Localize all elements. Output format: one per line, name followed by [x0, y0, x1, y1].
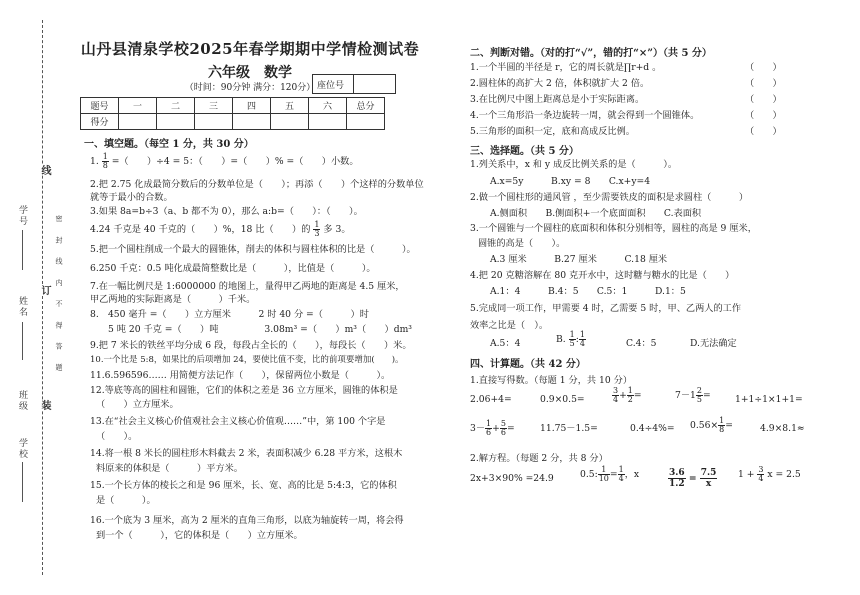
fill-q12: 12.等底等高的圆柱和圆锥，它们的体积之差是 36 立方厘米，圆锥的体积是 [90, 385, 398, 396]
calc-r1-item1: 2.06+4= [470, 394, 512, 405]
score-row-label: 得分 [81, 114, 119, 130]
score-table-header-row [81, 98, 385, 114]
fill-q2-cont: 就等于最小的合数。 [90, 192, 173, 203]
fill-q10: 10.一个比是 5:8，如果比的后项增加 24，要使比值不变，比的前项要增加( )。 [90, 355, 404, 365]
score-header-cell: 六 [309, 98, 347, 114]
equation-2-tail: ，x [624, 469, 640, 480]
choice-q4: 4.把 20 克糖溶解在 80 克开水中，这时糖与糖水的比是（ ） [470, 270, 735, 281]
denominator: 3 [314, 229, 320, 238]
choice-q2: 2.做一个圆柱形的通风管 ，至少需要铁皮的面积是求圆柱（ ） [470, 192, 749, 203]
binding-dashed-line [42, 20, 43, 575]
name-line [22, 322, 23, 360]
denominator: 1.2 [669, 479, 685, 489]
fraction [313, 221, 320, 238]
choice-q3-cont: 圆锥的高是（ ）。 [478, 238, 566, 249]
numerator: 3 [613, 386, 619, 395]
choice-q1: 1.列关系中，x 和 y 成反比例关系的是（ ）。 [470, 159, 678, 170]
fraction [612, 387, 619, 404]
denominator: 4 [758, 474, 764, 483]
fill-q2: 2.把 2.75 化成最简分数后的分数单位是（ ）；再添（ ）个这样的分数单位 [90, 179, 424, 190]
fill-q11: 11.6.596596…… 用简便方法记作（ ），保留两位小数是（ ）。 [90, 370, 391, 381]
choice-q1-options: A.x=5y B.xy = 8 C.x+y=4 [490, 176, 651, 187]
tf-item-1: 1.一个半圆的半径是 r，它的周长就是∏r+d 。 [470, 62, 662, 73]
binding-mark-seal: 订 [39, 285, 50, 295]
score-header-cell: 一 [119, 98, 157, 114]
denominator: 4 [618, 474, 624, 483]
calc-r2-item5: 4.9×8.1≈ [760, 423, 805, 434]
fraction [718, 417, 725, 434]
choice-q3: 3.一个圆锥与一个圆柱的底面积和体积分别相等，圆柱的高是 9 厘米， [470, 223, 757, 234]
binding-mark-line: 线 [39, 165, 50, 175]
numerator: 2 [696, 386, 702, 395]
choice-q5: 5.完成同一项工作，甲需要 4 时，乙需要 5 时，甲、乙两人的工作 [470, 303, 742, 314]
binding-strip [0, 0, 62, 595]
calc-r1-item4: 7－1 $\frac{2}{5}$ = [675, 386, 711, 404]
score-cell[interactable] [233, 114, 271, 130]
equals-sign: = [609, 469, 618, 480]
equation-3 [668, 468, 717, 489]
fill-q1-prefix: 1. [90, 156, 99, 167]
calc-r1-item3: $\frac{3}{4}$ + $\frac{1}{2}$ = [613, 386, 642, 404]
choice-q5-option-a: A.5：4 [490, 338, 521, 349]
fill-q9: 9.把 7 米长的铁丝平均分成 6 段，每段占全长的（ ），每段长（ ）米。 [90, 340, 412, 351]
calc-r1-item4-text: 7－1 [675, 390, 696, 401]
equation-1: 2x+3×90% =24.9 [470, 473, 554, 484]
score-cell[interactable] [309, 114, 347, 130]
score-cell[interactable] [119, 114, 157, 130]
score-header-cell: 三 [195, 98, 233, 114]
label-school: 学校 [17, 438, 27, 460]
denominator: 4 [579, 339, 585, 348]
tf-item-3: 3.在比例尺中图上距离总是小于实际距离。 [470, 94, 645, 105]
fill-q6: 6.250 千克：0.5 吨化成最简整数比是（ ），比值是（ ）。 [90, 263, 376, 274]
fraction [598, 466, 610, 483]
numerator: 7.5 [700, 468, 717, 478]
label-class: 班级 [17, 390, 27, 412]
numerator: 1 [598, 466, 610, 475]
fill-q8-cont: 5 吨 20 千克 =（ ）吨 3.08m³ =（ ）m³（ ）dm³ [108, 324, 412, 335]
section1-heading: 一、填空题。（每空 1 分，共 30 分） [84, 139, 254, 150]
label-name: 姓名 [17, 296, 27, 318]
numerator: 1 [102, 152, 108, 161]
fill-q3: 3.如果 8a=b÷3（a、b 都不为 0），那么 a:b=（ ）：（ ）。 [90, 206, 363, 217]
fill-q4-text: 4.24 千克是 40 千克的（ ）%，18 比（ ）的 [90, 224, 311, 235]
score-header-cell: 五 [271, 98, 309, 114]
calc-sub2-heading: 2.解方程。（每题 2 分，共 8 分） [470, 453, 608, 464]
score-cell[interactable] [157, 114, 195, 130]
tf-item-2: 2.圆柱体的高扩大 2 倍，体积就扩大 2 倍。 [470, 78, 650, 89]
numerator: 1 [719, 416, 725, 425]
calc-sub1-heading: 1.直接写得数。（每题 1 分，共 10 分） [470, 375, 633, 386]
fraction [500, 420, 507, 437]
denominator: 8 [102, 161, 108, 170]
numerator: 1 [618, 465, 624, 474]
fill-q12-cont: （ ）立方厘米。 [96, 399, 179, 410]
fraction [668, 468, 686, 489]
fill-q4-tail: 多 3。 [323, 224, 351, 235]
fraction [569, 331, 576, 348]
tf-answer-bracket-3[interactable]: （ ） [745, 94, 782, 105]
fraction [102, 153, 109, 170]
calc-r2-item4-text: 0.56× [690, 420, 719, 431]
numerator: 1 [569, 330, 575, 339]
equals-sign: = [688, 473, 697, 484]
score-cell[interactable] [195, 114, 233, 130]
fraction [700, 468, 718, 489]
numerator: 5 [500, 419, 506, 428]
fill-q16: 16.一个底为 3 厘米，高为 2 厘米的直角三角形，以底为轴旋转一周，将会得 [90, 515, 404, 526]
fill-q14: 14.将一根 8 米长的圆柱形木料截去 2 米，表面积减少 6.28 平方米，这根木 [90, 448, 403, 459]
fill-q15-cont: 是（ ）。 [96, 495, 156, 506]
student-id-line [22, 230, 23, 270]
seat-number-box [312, 74, 396, 94]
denominator: 5 [569, 339, 575, 348]
score-cell[interactable] [347, 114, 385, 130]
choice-q4-options: A.1：4 B.4：5 C.5：1 D.1：5 [490, 286, 686, 297]
fill-q1 [90, 153, 359, 170]
binding-mark-bind: 装 [39, 400, 50, 410]
fraction [696, 387, 703, 404]
denominator: 10 [598, 474, 609, 483]
denominator: 8 [719, 425, 725, 434]
calc-r1-item5: 1+1÷1×1+1= [735, 394, 803, 405]
calc-r2-item1: 3－ $\frac{1}{6}$ + $\frac{5}{6}$ = [470, 419, 515, 437]
exam-title: 山丹县清泉学校2025年春学期期中学情检测试卷 [80, 40, 420, 58]
choice-q5-option-c: C.4：5 [626, 338, 657, 349]
numerator: 3.6 [669, 468, 685, 478]
option-b-prefix: B. [556, 334, 566, 345]
label-student-id: 学号 [17, 205, 27, 227]
time-info: （时间：90分钟 满分：120分） [184, 83, 316, 93]
fill-q7-cont: 甲乙两地的实际距离是（ ）千米。 [90, 294, 256, 305]
calc-r2-item1-text: 3－ [470, 423, 486, 434]
tf-answer-bracket-2[interactable]: （ ） [745, 78, 782, 89]
equation-2 [580, 466, 639, 483]
tf-answer-bracket-5[interactable]: （ ） [745, 126, 782, 137]
grade-subject: 六年级 数学 [208, 65, 292, 81]
binding-notice: 密 封 线 内 不 得 答 题 [55, 215, 63, 377]
fill-q13: 13.在“社会主义核心价值观社会主义核心价值观……”中，第 100 个字是 [90, 416, 386, 427]
score-table [80, 97, 385, 130]
equation-4-tail: x = 2.5 [767, 469, 801, 480]
fraction [618, 466, 625, 483]
denominator: 4 [613, 395, 619, 404]
equation-4 [738, 466, 801, 483]
choice-q2-options: A.侧面积 B.侧面积+一个底面面积 C.表面积 [490, 208, 702, 219]
fill-q16-cont: 到一个（ ），它的体积是（ ）立方厘米。 [96, 530, 303, 541]
numerator: 1 [627, 386, 633, 395]
numerator: 1 [486, 419, 492, 428]
tf-item-4: 4.一个三角形沿一条边旋转一周，就会得到一个圆锥体。 [470, 110, 700, 121]
equation-2-text: 0.5: [580, 469, 598, 480]
numerator: 3 [758, 465, 764, 474]
fill-q8: 8. 450 毫升 =（ ）立方厘米 2 时 40 分 =（ ）时 [90, 309, 369, 320]
fill-q1-text: =（ ）÷4 = 5：（ ）=（ ）% =（ ）小数。 [111, 156, 359, 167]
denominator: x [705, 479, 712, 489]
tf-item-5: 5.三角形的面积一定，底和高成反比例。 [470, 126, 635, 137]
fraction [579, 331, 586, 348]
score-header-cell: 题号 [81, 98, 119, 114]
denominator: 5 [696, 395, 702, 404]
section4-heading: 四、计算题。（共 42 分） [470, 359, 586, 370]
section3-heading: 三、选择题。（共 5 分） [470, 146, 579, 157]
calc-r2-item3: 0.4÷4%= [630, 423, 675, 434]
fill-q4 [90, 221, 351, 238]
school-line [22, 462, 23, 502]
equation-4-text: 1 + [738, 469, 755, 480]
denominator: 2 [627, 395, 633, 404]
choice-q3-options: A.3 厘米 B.27 厘米 C.18 厘米 [490, 254, 668, 265]
fill-q13-cont: （ ）。 [96, 431, 138, 442]
score-table-score-row [81, 114, 385, 130]
choice-q5-option-d: D.无法确定 [690, 338, 737, 349]
choice-q5-cont: 效率之比是（ ）。 [470, 320, 549, 331]
score-cell[interactable] [271, 114, 309, 130]
fill-q14-cont: 料原来的体积是（ ）平方米。 [96, 463, 243, 474]
numerator: 1 [314, 220, 320, 229]
fraction [485, 420, 492, 437]
choice-q5-option-b: B. $\frac{1}{5}$ : $\frac{1}{4}$ [556, 330, 585, 348]
calc-r1-item2: 0.9×0.5= [540, 394, 585, 405]
fraction [757, 466, 764, 483]
seat-label: 座位号 [317, 81, 345, 91]
section2-heading: 二、判断对错。（对的打“√”，错的打“×”）（共 5 分） [470, 48, 712, 59]
calc-r2-item2: 11.75－1.5= [540, 423, 598, 434]
fraction [627, 387, 634, 404]
score-header-cell: 总分 [347, 98, 385, 114]
tf-answer-bracket-1[interactable]: （ ） [745, 62, 782, 73]
score-header-cell: 四 [233, 98, 271, 114]
calc-r2-item4: 0.56× $\frac{1}{8}$ = [690, 416, 733, 434]
denominator: 6 [500, 428, 506, 437]
tf-answer-bracket-4[interactable]: （ ） [745, 110, 782, 121]
fill-q7: 7.在一幅比例尺是 1:6000000 的地图上，量得甲乙两地的距离是 4.5 厘米， [90, 281, 405, 292]
numerator: 1 [579, 330, 585, 339]
fill-q15: 15.一个长方体的棱长之和是 96 厘米，长、宽、高的比是 5:4:3，它的体积 [90, 480, 397, 491]
fill-q5: 5.把一个圆柱削成一个最大的圆锥体，削去的体积与圆柱体积的比是（ ）。 [90, 244, 416, 255]
denominator: 6 [486, 428, 492, 437]
score-header-cell: 二 [157, 98, 195, 114]
